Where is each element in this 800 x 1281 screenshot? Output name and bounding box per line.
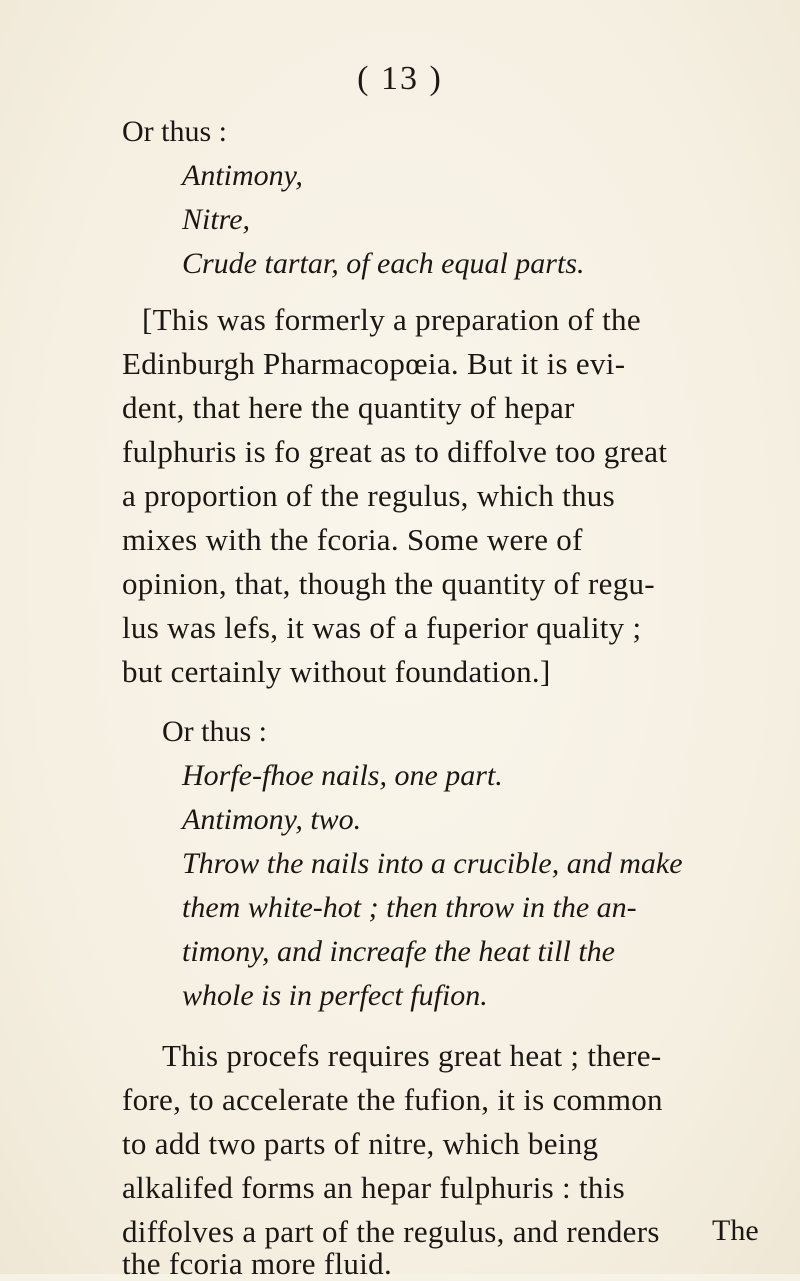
paragraph-line: [This was formerly a preparation of the xyxy=(142,302,641,337)
paragraph-line: to add two parts of nitre, which being xyxy=(122,1126,599,1161)
paragraph-line: This procefs requires great heat ; there- xyxy=(162,1038,662,1073)
paragraph-line: the fcoria more fluid. xyxy=(122,1246,392,1281)
directions-line: whole is in perfect fufion. xyxy=(182,979,488,1012)
directions-line: them white-hot ; then throw in the an- xyxy=(182,891,637,924)
ingredient-nitre: Nitre, xyxy=(182,203,251,236)
ingredient-antimony: Antimony, xyxy=(182,159,303,192)
or-thus-heading-2: Or thus : xyxy=(162,715,267,748)
page-number: ( 13 ) xyxy=(357,60,443,97)
ingredient-crude-tartar: Crude tartar, of each equal parts. xyxy=(182,247,585,280)
paragraph-line: Edinburgh Pharmacopœia. But it is evi- xyxy=(122,346,626,381)
catchword: The xyxy=(712,1214,759,1247)
paragraph-line: lus was lefs, it was of a fuperior quality ; xyxy=(122,610,642,645)
paragraph-line: mixes with the fcoria. Some were of xyxy=(122,522,583,557)
or-thus-heading-1: Or thus : xyxy=(122,115,227,148)
directions-line: Throw the nails into a crucible, and make xyxy=(182,847,683,880)
directions-line: timony, and increafe the heat till the xyxy=(182,935,615,968)
paragraph-line: alkalifed forms an hepar fulphuris : this xyxy=(122,1170,626,1205)
paragraph-line: but certainly without foundation.] xyxy=(122,654,551,689)
paragraph-line: fore, to accelerate the fufion, it is common xyxy=(122,1082,663,1117)
ingredient-antimony-two: Antimony, two. xyxy=(182,803,362,836)
paragraph-line: fulphuris is fo great as to diffolve too great xyxy=(122,434,668,469)
ingredient-horseshoe-nails: Horfe-fhoe nails, one part. xyxy=(182,759,503,792)
paragraph-line: dent, that here the quantity of hepar xyxy=(122,390,575,425)
paragraph-line: opinion, that, though the quantity of regu- xyxy=(122,566,655,601)
paragraph-line: a proportion of the regulus, which thus xyxy=(122,478,615,513)
paragraph-line: diffolves a part of the regulus, and renders xyxy=(122,1214,660,1249)
